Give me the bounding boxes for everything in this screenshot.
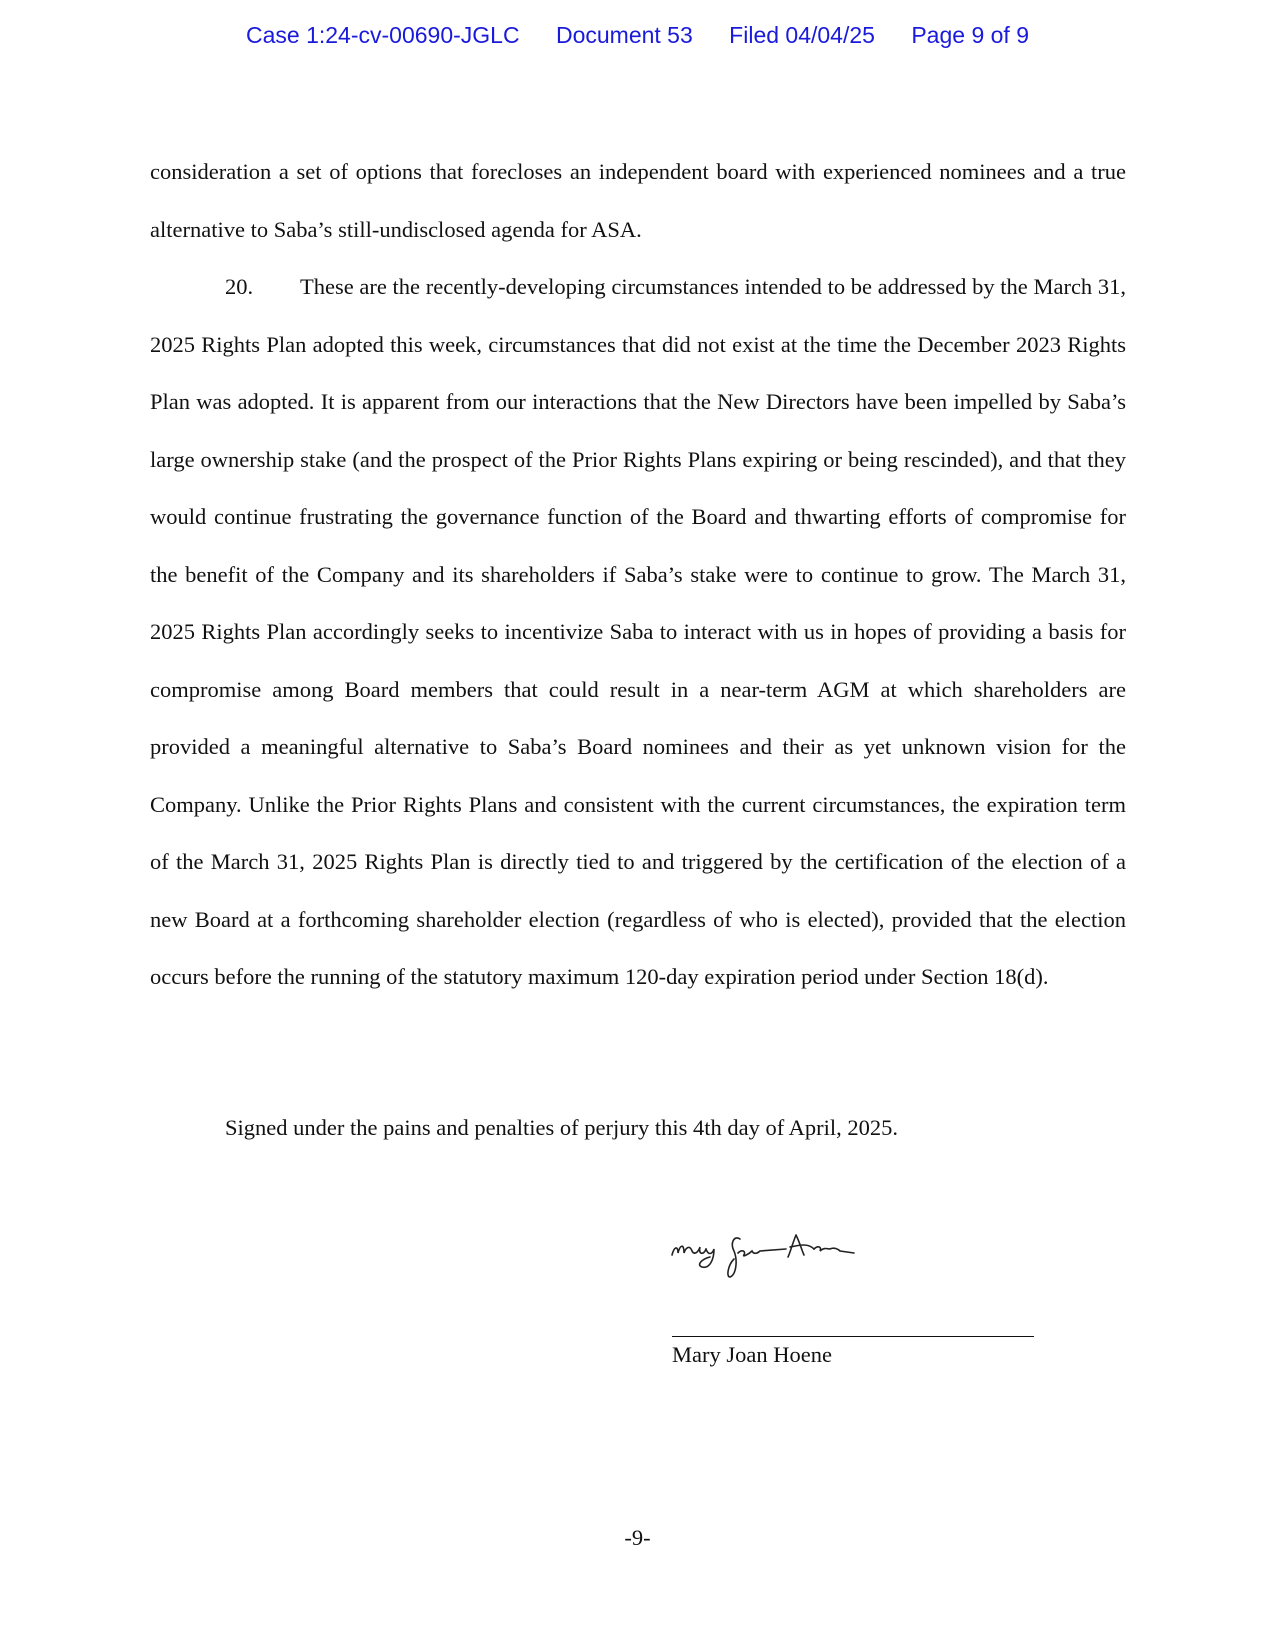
paragraph-number: 20. [225, 274, 254, 299]
page-number: -9- [624, 1525, 651, 1550]
filed-date: Filed 04/04/25 [729, 22, 875, 48]
document-number: Document 53 [555, 22, 693, 48]
continuation-paragraph: consideration a set of options that forecloses an independent board with experienced nominees and a true alternative to Saba’s still-undisclosed agenda for ASA. [150, 159, 1126, 242]
signer-name: Mary Joan Hoene [672, 1342, 832, 1367]
signature-icon [668, 1225, 888, 1285]
paragraph-20 [150, 258, 1126, 1006]
page-count: Page 9 of 9 [911, 22, 1029, 48]
signature-line [672, 1336, 1034, 1337]
ecf-header [0, 22, 1275, 49]
attestation-line: Signed under the pains and penalties of perjury this 4th day of April, 2025. [225, 1115, 899, 1140]
case-number: Case 1:24-cv-00690-JGLC [246, 22, 520, 48]
document-body [150, 143, 1126, 1006]
paragraph-20-text: These are the recently-developing circumstances intended to be addressed by the March 31, 2025 Rights Plan adopted this week, circumstances that did not exist at the time the December 2023 Rights Plan was adopted. It is apparent from our interactions that the New Directors have been impelled by Saba’s large ownership stake (and the prospect of the Prior Rights Plans expiring or being rescinded), and that they would continue frustrating the governance function of the Board and thwarting efforts of compromise for the benefit of the Company and its shareholders if Saba’s stake were to continue to grow. The March 31, 2025 Rights Plan accordingly seeks to incentivize Saba to interact with us in hopes of providing a basis for compromise among Board members that could result in a near-term AGM at which shareholders are provided a meaningful alternative to Saba’s Board nominees and their as yet unknown vision for the Company. Unlike the Prior Rights Plans and consistent with the current circumstances, the expiration term of the March 31, 2025 Rights Plan is directly tied to and triggered by the certification of the election of a new Board at a forthcoming shareholder election (regardless of who is elected), provided that the election occurs before the running of the statutory maximum 120-day expiration period under Section 18(d). [150, 274, 1126, 989]
